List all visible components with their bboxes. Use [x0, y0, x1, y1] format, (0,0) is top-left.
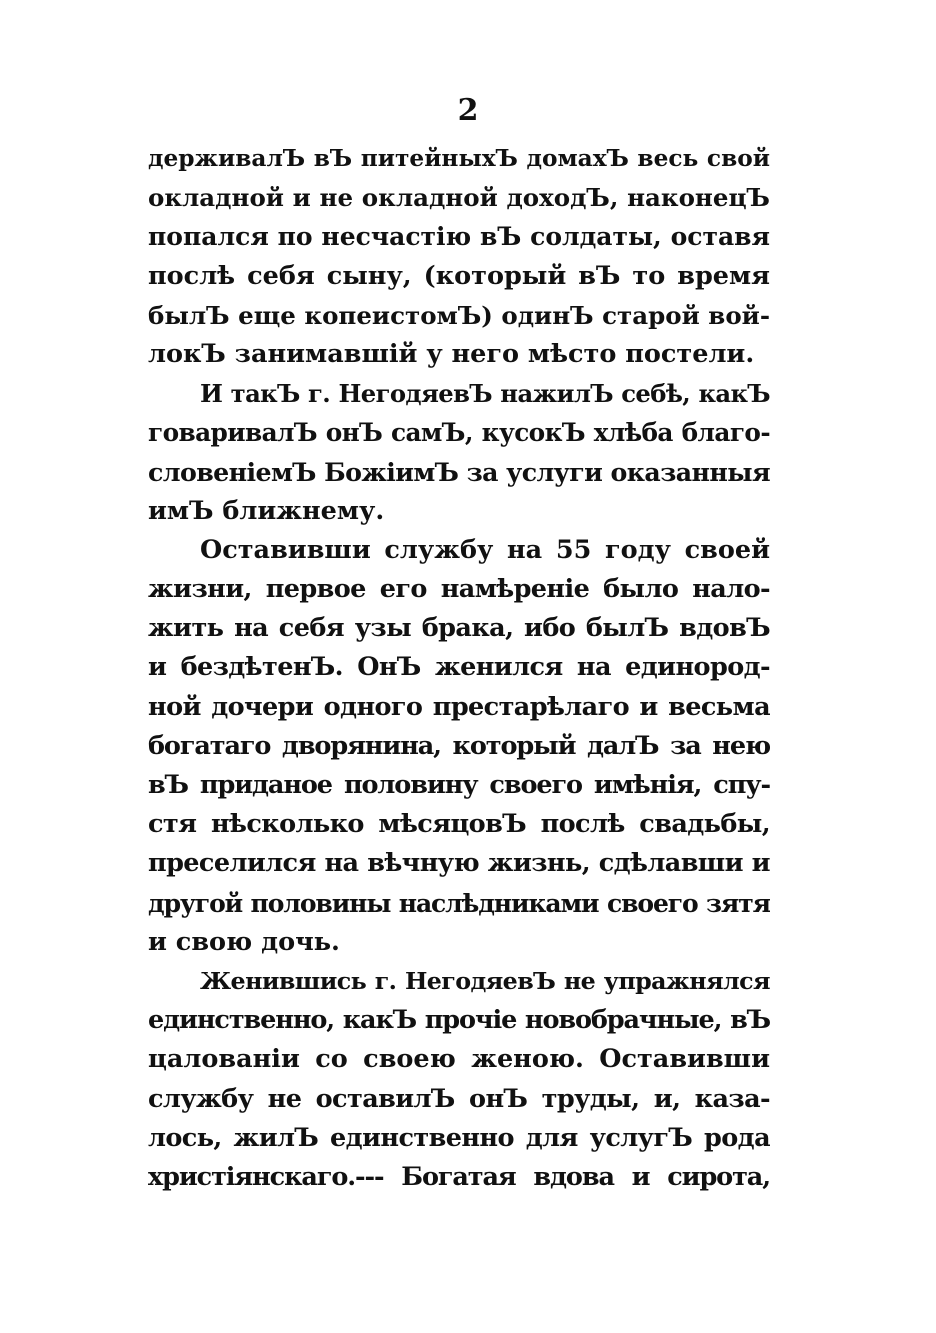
text-line: ной дочери одного престарѣлаго и весьма	[148, 691, 770, 722]
text-line: окладной и не окладной доходЪ, наконецЪ	[148, 183, 770, 213]
text-line: вЪ приданое половину своего имѣнiя, спу-	[148, 770, 770, 800]
text-line: локЪ занимавшiй у него мѣсто постели.	[148, 338, 755, 369]
text-line: Оставивши службу на 55 году своей	[200, 534, 770, 565]
text-line: единственно, какЪ прочiе новобрачные, вЪ	[148, 1005, 770, 1036]
text-line: преселился на вѣчную жизнь, сдѣлавши и	[148, 848, 770, 879]
text-line: стя нѣсколько мѣсяцовЪ послѣ свадьбы,	[148, 809, 770, 840]
text-line: словенiемЪ БожiимЪ за услуги оказанныя	[148, 456, 770, 487]
text-line: имЪ ближнему.	[148, 495, 385, 526]
text-line: службу не оставилЪ онЪ труды, и, каза-	[148, 1083, 770, 1114]
text-line: жизни, первое его намѣренiе было нало-	[148, 574, 770, 605]
text-line: послѣ себя сыну, (который вЪ то время	[148, 260, 770, 291]
page-number: 2	[457, 93, 479, 128]
text-line: богатаго дворянина, который далЪ за нею	[148, 730, 770, 761]
text-line: Женившись г. НегодяевЪ не упражнялся	[200, 966, 770, 995]
body-text	[148, 139, 770, 1197]
text-line: лось, жилЪ единственно для услугЪ рода	[148, 1122, 770, 1153]
text-line: другой половины наслѣдниками своего зятя	[148, 888, 770, 918]
text-line: попался по несчастiю вЪ солдаты, оставя	[148, 222, 770, 252]
text-line: и бездѣтенЪ. ОнЪ женился на единород-	[148, 652, 770, 683]
text-line: и свою дочь.	[148, 926, 340, 957]
text-line: И такЪ г. НегодяевЪ нажилЪ себѣ, какЪ	[200, 379, 770, 409]
text-line: держивалЪ вЪ питейныхЪ домахЪ весь свой	[148, 145, 770, 172]
text-line: жить на себя узы брака, ибо былЪ вдовЪ	[148, 613, 770, 644]
text-line: христiянскаго.--- Богатая вдова и сирота,	[148, 1161, 770, 1192]
text-line: говаривалЪ онЪ самЪ, кусокЪ хлѣба благо-	[148, 418, 770, 448]
text-line: былЪ еще копеистомЪ) одинЪ старой вой-	[148, 300, 770, 330]
text-line: цалованiи со своею женою. Оставивши	[148, 1044, 770, 1075]
